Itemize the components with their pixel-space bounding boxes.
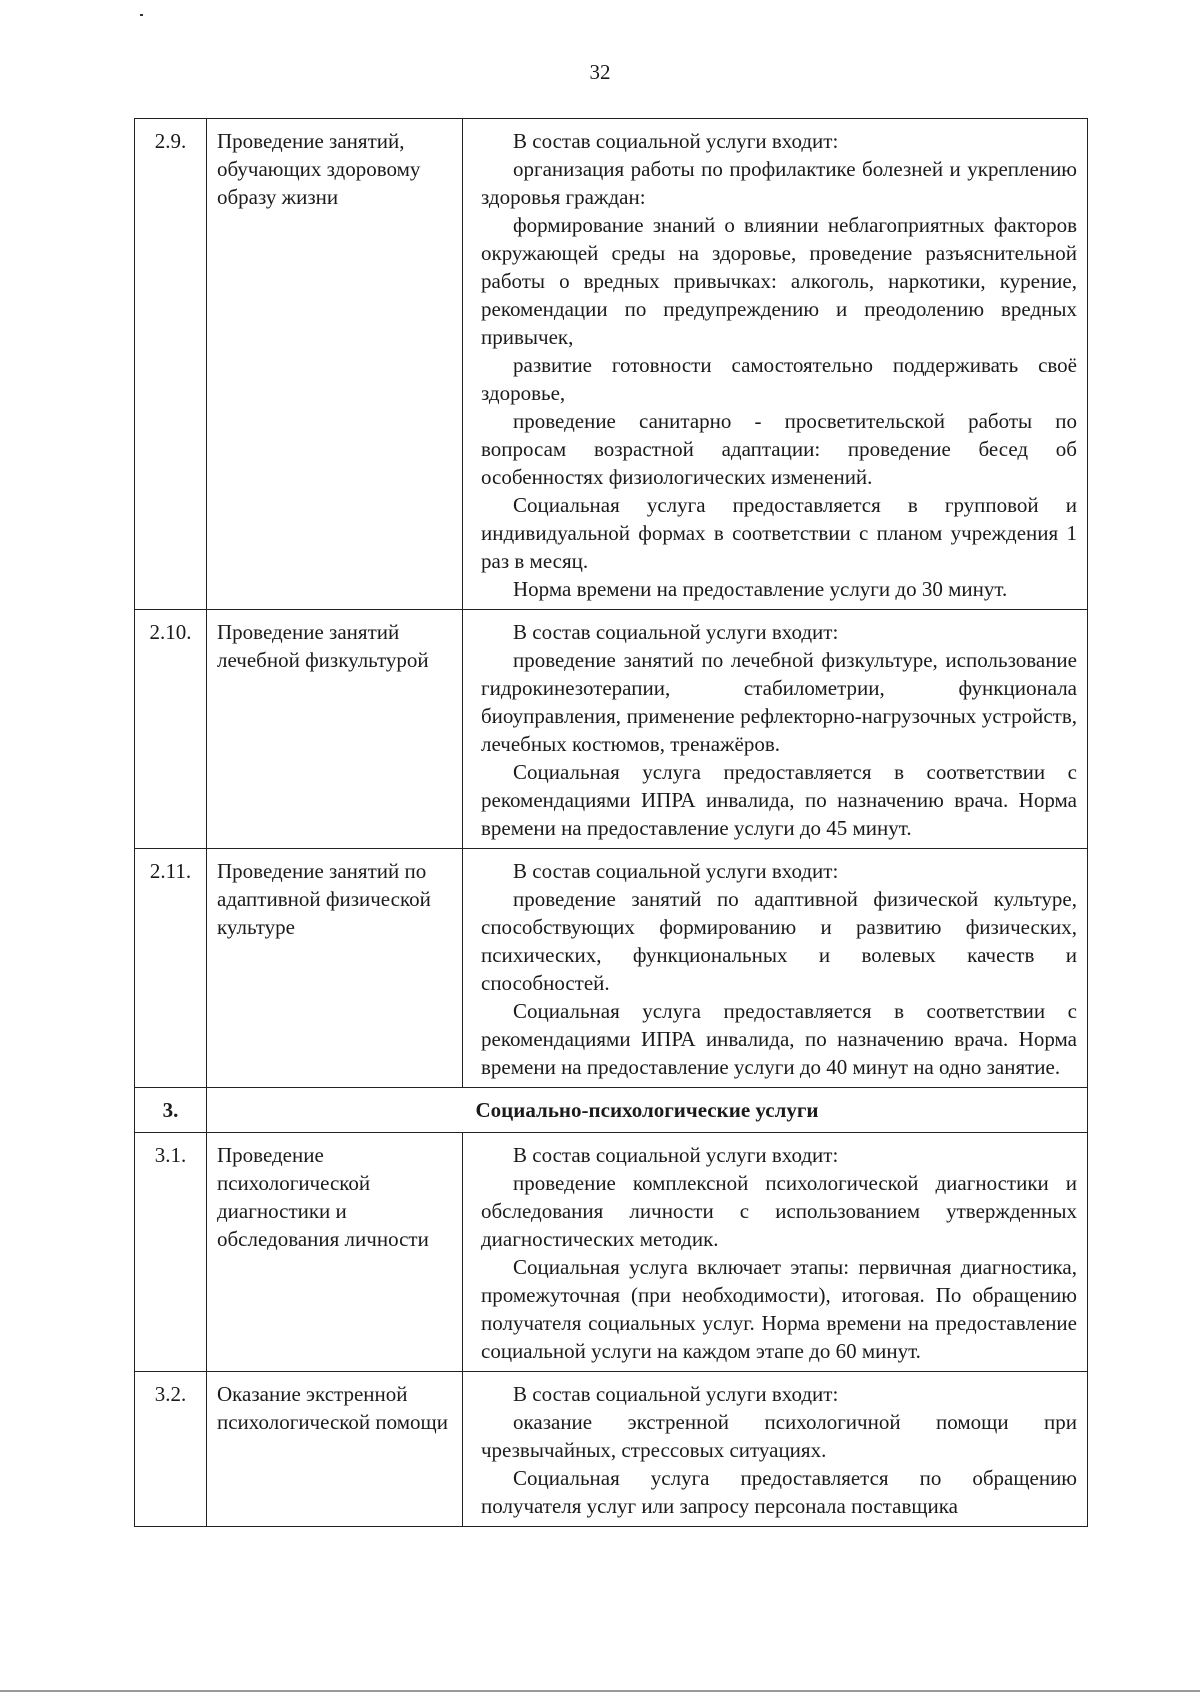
description-paragraph: Социальная услуга включает этапы: первичная диагностика, промежуточная (при необходимости), итоговая. По обращению получателя социальных услуг. Норма времени на предоставление социальной услуги на каждом этапе до 60 минут.	[481, 1255, 1077, 1363]
description-paragraph: В состав социальной услуги входит:	[513, 620, 839, 644]
table-row	[135, 610, 1088, 849]
section-header-row	[135, 1088, 1088, 1133]
row-number: 2.11.	[135, 849, 207, 1088]
description-paragraph: В состав социальной услуги входит:	[513, 129, 839, 153]
description-paragraph: проведение санитарно - просветительской работы по вопросам возрастной адаптации: проведение бесед об особенностях физиологических изменений.	[481, 409, 1077, 489]
table-row	[135, 1372, 1088, 1527]
description-paragraph: проведение занятий по адаптивной физической культуре, способствующих формированию и развитию физических, психических, функциональных и волевых качеств и способностей.	[481, 887, 1077, 995]
description-paragraph: проведение занятий по лечебной физкультуре, использование гидрокинезотерапии, стабилометрии, функционала биоуправления, применение рефлекторно-нагрузочных устройств, лечебных костюмов, тренажёров.	[481, 648, 1077, 756]
scan-bottom-edge	[0, 1690, 1200, 1692]
row-number: 2.10.	[135, 610, 207, 849]
service-name: Проведение занятий лечебной физкультурой	[207, 610, 463, 849]
description-paragraph: Норма времени на предоставление услуги до 30 минут.	[513, 577, 1008, 601]
service-name: Проведение занятий, обучающих здоровому образу жизни	[207, 119, 463, 610]
description-paragraph: Социальная услуга предоставляется в соответствии с рекомендациями ИПРА инвалида, по назначению врача. Норма времени на предоставление услуги до 40 минут на одно занятие.	[481, 999, 1077, 1079]
service-description	[463, 610, 1088, 849]
service-description	[463, 849, 1088, 1088]
description-paragraph: В состав социальной услуги входит:	[513, 1143, 839, 1167]
service-description	[463, 119, 1088, 610]
service-description	[463, 1372, 1088, 1527]
description-paragraph: развитие готовности самостоятельно поддерживать своё здоровье,	[481, 353, 1077, 405]
description-paragraph: оказание экстренной психологичной помощи при чрезвычайных, стрессовых ситуациях.	[481, 1410, 1077, 1462]
description-paragraph: В состав социальной услуги входит:	[513, 1382, 839, 1406]
row-number: 3.2.	[135, 1372, 207, 1527]
description-paragraph: В состав социальной услуги входит:	[513, 859, 839, 883]
section-number: 3.	[135, 1088, 207, 1133]
row-number: 2.9.	[135, 119, 207, 610]
description-paragraph: проведение комплексной психологической диагностики и обследования личности с использованием утвержденных диагностических методик.	[481, 1171, 1077, 1251]
service-name: Проведение психологической диагностики и обследования личности	[207, 1133, 463, 1372]
page-number: 32	[589, 60, 611, 84]
description-paragraph: Социальная услуга предоставляется по обращению получателя услуг или запросу персонала поставщика	[481, 1466, 1077, 1518]
table-row	[135, 119, 1088, 610]
service-name: Проведение занятий по адаптивной физической культуре	[207, 849, 463, 1088]
table-row	[135, 1133, 1088, 1372]
services-table	[134, 118, 1088, 1527]
section-title: Социально-психологические услуги	[207, 1088, 1088, 1133]
table-row	[135, 849, 1088, 1088]
description-paragraph: формирование знаний о влиянии неблагоприятных факторов окружающей среды на здоровье, проведение разъяснительной работы о вредных привычках: алкоголь, наркотики, курение, рекомендации по предупреждению и преодолению вредных привычек,	[481, 213, 1077, 349]
row-number: 3.1.	[135, 1133, 207, 1372]
description-paragraph: Социальная услуга предоставляется в соответствии с рекомендациями ИПРА инвалида, по назначению врача. Норма времени на предоставление услуги до 45 минут.	[481, 760, 1077, 840]
service-name: Оказание экстренной психологической помощи	[207, 1372, 463, 1527]
description-paragraph: организация работы по профилактике болезней и укреплению здоровья граждан:	[481, 157, 1077, 209]
service-description	[463, 1133, 1088, 1372]
scan-speck	[140, 14, 143, 16]
description-paragraph: Социальная услуга предоставляется в групповой и индивидуальной формах в соответствии с планом учреждения 1 раз в месяц.	[481, 493, 1077, 573]
